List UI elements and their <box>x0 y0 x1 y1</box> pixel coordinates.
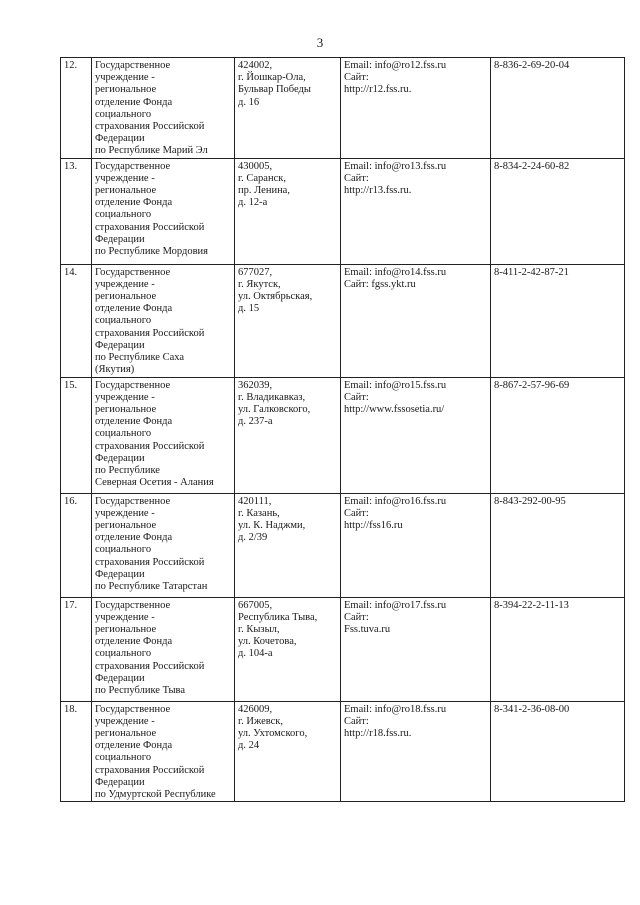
phone-number <box>491 701 625 802</box>
organization-name-line: социального <box>95 752 152 764</box>
phone-number <box>491 58 625 159</box>
organization-name-line: (Якутия) <box>95 364 135 376</box>
address-line: 362039, <box>238 379 273 391</box>
contact-line: http://www.fssosetia.ru/ <box>344 404 445 416</box>
organization-name-line: по Республике Тыва <box>95 685 185 697</box>
address-line: г. Кызыл, <box>238 624 280 636</box>
address-line: д. 24 <box>238 740 260 752</box>
organization-name-line: страхования Российской <box>95 660 205 672</box>
organization-name-line: Государственное <box>95 60 171 71</box>
contact-line: Сайт: <box>344 391 369 403</box>
address-line: ул. Октябрьская, <box>238 291 313 303</box>
organization-name-line: региональное <box>95 291 157 303</box>
organization-name-line: региональное <box>95 728 157 740</box>
organization-name-line: учреждение - <box>95 278 155 290</box>
organization-name-line: региональное <box>95 404 157 416</box>
address-line: д. 15 <box>238 303 260 315</box>
organization-name-line: по Удмуртской Республике <box>95 789 216 801</box>
phone-number <box>491 597 625 701</box>
organization-name <box>92 58 235 159</box>
organization-name-line: Федерации <box>95 339 145 351</box>
organization-name-line: Государственное <box>95 160 171 172</box>
organization-name-line: Государственное <box>95 703 171 715</box>
row-number <box>61 597 92 701</box>
contact-line: Email: info@ro17.fss.ru <box>344 599 447 611</box>
contact-line: http://r12.fss.ru. <box>344 84 412 96</box>
contact-line: Сайт: <box>344 611 369 623</box>
address-line: пр. Ленина, <box>238 185 290 197</box>
organization-name <box>92 701 235 802</box>
postal-address <box>235 158 341 264</box>
contact-line: Email: info@ro13.fss.ru <box>344 160 447 172</box>
organization-name-line: Северная Осетия - Алания <box>95 477 214 489</box>
organization-name-line: учреждение - <box>95 172 155 184</box>
contact-line: Сайт: fgss.ykt.ru <box>344 278 416 290</box>
phone-number <box>491 493 625 597</box>
organization-name-line: социального <box>95 108 152 120</box>
row-number <box>61 377 92 493</box>
phone-number <box>491 377 625 493</box>
organization-name-line: страхования Российской <box>95 221 205 233</box>
row-number <box>61 701 92 802</box>
contact-web <box>341 158 491 264</box>
organization-name-line: отделение Фонда <box>95 636 173 648</box>
address-line: ул. Кочетова, <box>238 636 297 648</box>
organization-name-line: учреждение - <box>95 715 155 727</box>
contact-line: Email: info@ro16.fss.ru <box>344 495 447 507</box>
organization-name <box>92 158 235 264</box>
address-line: д. 104-а <box>238 648 273 660</box>
offices-table-body <box>61 58 625 802</box>
organization-name <box>92 377 235 493</box>
table-row <box>61 597 625 701</box>
organization-name-line: отделение Фонда <box>95 416 173 428</box>
organization-name-line: страхования Российской <box>95 121 205 133</box>
organization-name-line: Государственное <box>95 379 171 391</box>
address-line: д. 12-а <box>238 197 268 209</box>
contact-line: http://fss16.ru <box>344 520 403 532</box>
organization-name-line: социального <box>95 315 152 327</box>
postal-address <box>235 58 341 159</box>
organization-name-line: отделение Фонда <box>95 96 173 108</box>
address-line: Республика Тыва, <box>238 611 318 623</box>
contact-line: Email: info@ro14.fss.ru <box>344 266 447 278</box>
organization-name-line: Федерации <box>95 133 145 145</box>
table-row <box>61 701 625 802</box>
address-line: д. 16 <box>238 96 260 108</box>
address-line: г. Якутск, <box>238 278 281 290</box>
contact-line: Сайт: <box>344 72 369 84</box>
contact-web <box>341 597 491 701</box>
contact-line: Email: info@ro12.fss.ru <box>344 60 447 71</box>
row-number-text: 15. <box>64 379 78 391</box>
organization-name-line: Федерации <box>95 568 145 580</box>
contact-line: Email: info@ro15.fss.ru <box>344 379 447 391</box>
address-line: г. Саранск, <box>238 172 286 184</box>
organization-name-line: региональное <box>95 84 157 96</box>
row-number-text: 14. <box>64 266 78 278</box>
organization-name <box>92 264 235 377</box>
organization-name-line: региональное <box>95 520 157 532</box>
organization-name-line: Федерации <box>95 776 145 788</box>
organization-name-line: по Республике Саха <box>95 352 185 364</box>
organization-name-line: по Республике Татарстан <box>95 581 208 593</box>
organization-name-line: Федерации <box>95 233 145 245</box>
organization-name <box>92 597 235 701</box>
address-line: г. Йошкар-Ола, <box>238 72 306 84</box>
address-line: 420111, <box>238 495 272 507</box>
address-line: г. Ижевск, <box>238 715 284 727</box>
table-row <box>61 264 625 377</box>
phone-text: 8-411-2-42-87-21 <box>494 266 569 278</box>
organization-name-line: по Республике Мордовия <box>95 246 209 258</box>
postal-address <box>235 377 341 493</box>
address-line: 677027, <box>238 266 273 278</box>
address-line: г. Казань, <box>238 507 280 519</box>
organization-name-line: социального <box>95 209 152 221</box>
phone-number <box>491 158 625 264</box>
row-number-text: 16. <box>64 495 78 507</box>
contact-web <box>341 264 491 377</box>
organization-name-line: отделение Фонда <box>95 197 173 209</box>
address-line: ул. Ухтомского, <box>238 728 308 740</box>
organization-name-line: Федерации <box>95 452 145 464</box>
organization-name-line: страхования Российской <box>95 440 205 452</box>
phone-text: 8-867-2-57-96-69 <box>494 379 570 391</box>
organization-name-line: региональное <box>95 624 157 636</box>
offices-table <box>60 57 625 802</box>
contact-web <box>341 58 491 159</box>
organization-name <box>92 493 235 597</box>
phone-text: 8-836-2-69-20-04 <box>494 60 570 71</box>
organization-name-line: по Республике Марий Эл <box>95 145 208 157</box>
contact-line: Сайт: <box>344 715 369 727</box>
address-line: ул. Галковского, <box>238 404 311 416</box>
row-number-text: 17. <box>64 599 78 611</box>
organization-name-line: отделение Фонда <box>95 740 173 752</box>
address-line: 426009, <box>238 703 273 715</box>
address-line: г. Владикавказ, <box>238 391 306 403</box>
row-number <box>61 493 92 597</box>
row-number-text: 12. <box>64 60 78 71</box>
address-line: 424002, <box>238 60 273 71</box>
organization-name-line: Государственное <box>95 495 171 507</box>
organization-name-line: социального <box>95 544 152 556</box>
table-row <box>61 158 625 264</box>
organization-name-line: страхования Российской <box>95 556 205 568</box>
contact-line: Fss.tuva.ru <box>344 624 391 636</box>
phone-text: 8-341-2-36-08-00 <box>494 703 570 715</box>
postal-address <box>235 264 341 377</box>
contact-line: Сайт: <box>344 172 369 184</box>
table-row <box>61 493 625 597</box>
organization-name-line: отделение Фонда <box>95 303 173 315</box>
contact-web <box>341 701 491 802</box>
contact-line: Email: info@ro18.fss.ru <box>344 703 447 715</box>
contact-web <box>341 377 491 493</box>
row-number <box>61 264 92 377</box>
row-number-text: 13. <box>64 160 78 172</box>
row-number-text: 18. <box>64 703 78 715</box>
contact-line: Сайт: <box>344 507 369 519</box>
organization-name-line: социального <box>95 428 152 440</box>
organization-name-line: социального <box>95 648 152 660</box>
organization-name-line: страхования Российской <box>95 764 205 776</box>
address-line: Бульвар Победы <box>238 84 311 96</box>
table-row <box>61 377 625 493</box>
organization-name-line: Государственное <box>95 599 171 611</box>
organization-name-line: отделение Фонда <box>95 532 173 544</box>
phone-text: 8-394-22-2-11-13 <box>494 599 569 611</box>
page-number: 3 <box>316 35 324 50</box>
organization-name-line: по Республике <box>95 465 160 477</box>
phone-number <box>491 264 625 377</box>
postal-address <box>235 701 341 802</box>
address-line: д. 2/39 <box>238 532 268 544</box>
organization-name-line: учреждение - <box>95 391 155 403</box>
address-line: 430005, <box>238 160 273 172</box>
organization-name-line: учреждение - <box>95 611 155 623</box>
address-line: ул. К. Наджми, <box>238 520 306 532</box>
contact-line: http://r13.fss.ru. <box>344 185 412 197</box>
organization-name-line: Федерации <box>95 672 145 684</box>
table-row <box>61 58 625 159</box>
row-number <box>61 58 92 159</box>
contact-web <box>341 493 491 597</box>
phone-text: 8-834-2-24-60-82 <box>494 160 570 172</box>
organization-name-line: учреждение - <box>95 507 155 519</box>
row-number <box>61 158 92 264</box>
address-line: 667005, <box>238 599 273 611</box>
postal-address <box>235 493 341 597</box>
postal-address <box>235 597 341 701</box>
organization-name-line: учреждение - <box>95 72 155 84</box>
contact-line: http://r18.fss.ru. <box>344 728 412 740</box>
organization-name-line: региональное <box>95 185 157 197</box>
phone-text: 8-843-292-00-95 <box>494 495 566 507</box>
organization-name-line: Государственное <box>95 266 171 278</box>
address-line: д. 237-а <box>238 416 273 428</box>
organization-name-line: страхования Российской <box>95 327 205 339</box>
